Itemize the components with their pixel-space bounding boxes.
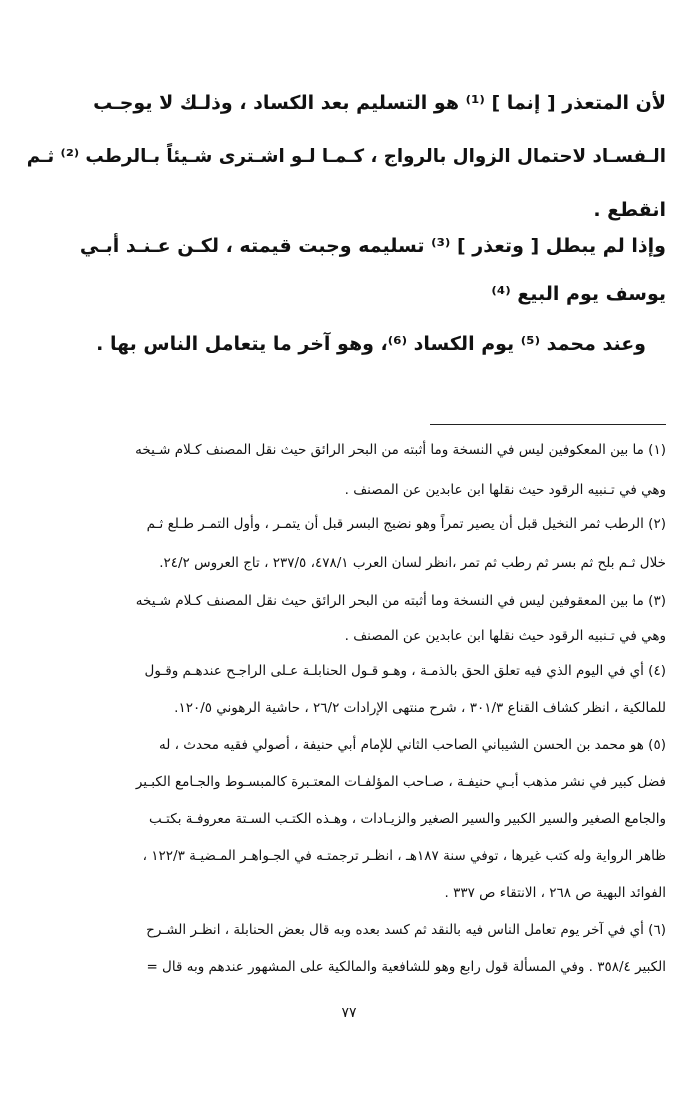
footnote-line: (٢) الرطب ثمر النخيل قبل أن يصير تمراً وهو نضيج البسر قبل أن يتمـر ، وأول التمـر طـلع ثـم xyxy=(146,516,666,532)
main-text-line: وإذا لم يبطل [ وتعذر ] ⁽³⁾ تسليمه وجبت قيمته ، لكـن عـنـد أبـي xyxy=(79,235,666,257)
footnote-line: وهي في تـنبيه الرقود حيث نقلها ابن عابدين عن المصنف . xyxy=(344,628,666,644)
page-number: ٧٧ xyxy=(341,1005,357,1021)
main-text-line: وعند محمد ⁽⁵⁾ يوم الكساد ⁽⁶⁾، وهو آخر ما يتعامل الناس بها . xyxy=(96,333,646,355)
footnote-separator xyxy=(430,424,666,425)
footnote-line: فضل كبير في نشر مذهب أبـي حنيفـة ، صـاحب المؤلفـات المعتـبرة كالمبسـوط والجـامع الكبـير xyxy=(135,774,666,790)
footnote-line: ظاهر الرواية وله كتب غيرها ، توفي سنة ١٨٧هـ ، انظـر ترجمتـه في الجـواهـر المـضيـة ١٢٢/٣ ، xyxy=(142,848,666,864)
footnote-line: خلال ثـم بلح ثم بسر ثم رطب ثم تمر ،انظر لسان العرب ٤٧٨/١، ٢٣٧/٥ ، تاج العروس ٢٤/٢. xyxy=(159,555,666,571)
footnote-line: (٥) هو محمد بن الحسن الشيباني الصاحب الثاني للإمام أبي حنيفة ، أصولي فقيه محدث ، له xyxy=(158,737,666,753)
footnote-line: للمالكية ، انظر كشاف القناع ٣٠١/٣ ، شرح منتهى الإرادات ٢٦/٢ ، حاشية الرهوني ١٢٠/٥. xyxy=(174,700,666,716)
footnote-line: (٣) ما بين المعقوفين ليس في النسخة وما أثبته من البحر الرائق حيث نقل المصنف كـلام شـيخه xyxy=(135,593,666,609)
footnote-line: الفوائد البهية ص ٢٦٨ ، الانتقاء ص ٣٣٧ . xyxy=(444,885,666,901)
footnote-line: (١) ما بين المعكوفين ليس في النسخة وما أثبته من البحر الرائق حيث نقل المصنف كـلام شـيخه xyxy=(135,442,666,458)
main-text-line: انقطع . xyxy=(593,199,666,221)
main-text-line: لأن المتعذر [ إنما ] ⁽¹⁾ هو التسليم بعد الكساد ، وذلـك لا يوجـب xyxy=(93,92,666,114)
footnote-line: والجامع الصغير والسير الكبير والسير الصغير والزيـادات ، وهـذه الكتـب السـتة معروفـة بكتـب xyxy=(148,811,666,827)
footnote-line: (٤) أي في اليوم الذي فيه تعلق الحق بالذمـة ، وهـو قـول الحنابلـة عـلى الراجـح عندهـم وقـول xyxy=(144,663,666,679)
main-text-line: يوسف يوم البيع ⁽⁴⁾ xyxy=(491,283,666,305)
footnote-line: وهي في تـنبيه الرقود حيث نقلها ابن عابدين عن المصنف . xyxy=(344,482,666,498)
footnote-line: الكبير ٣٥٨/٤ . وفي المسألة قول رابع وهو للشافعية والمالكية على المشهور عندهم وبه قال = xyxy=(146,959,666,975)
footnote-line: (٦) أي في آخر يوم تعامل الناس فيه بالنقد ثم كسد بعده وبه قال بعض الحنابلة ، انظـر الشـرح xyxy=(146,922,666,938)
main-text-line: الـفسـاد لاحتمال الزوال بالرواج ، كـمـا لـو اشـترى شـيئاً بـالرطب ⁽²⁾ ثـم xyxy=(26,146,666,167)
